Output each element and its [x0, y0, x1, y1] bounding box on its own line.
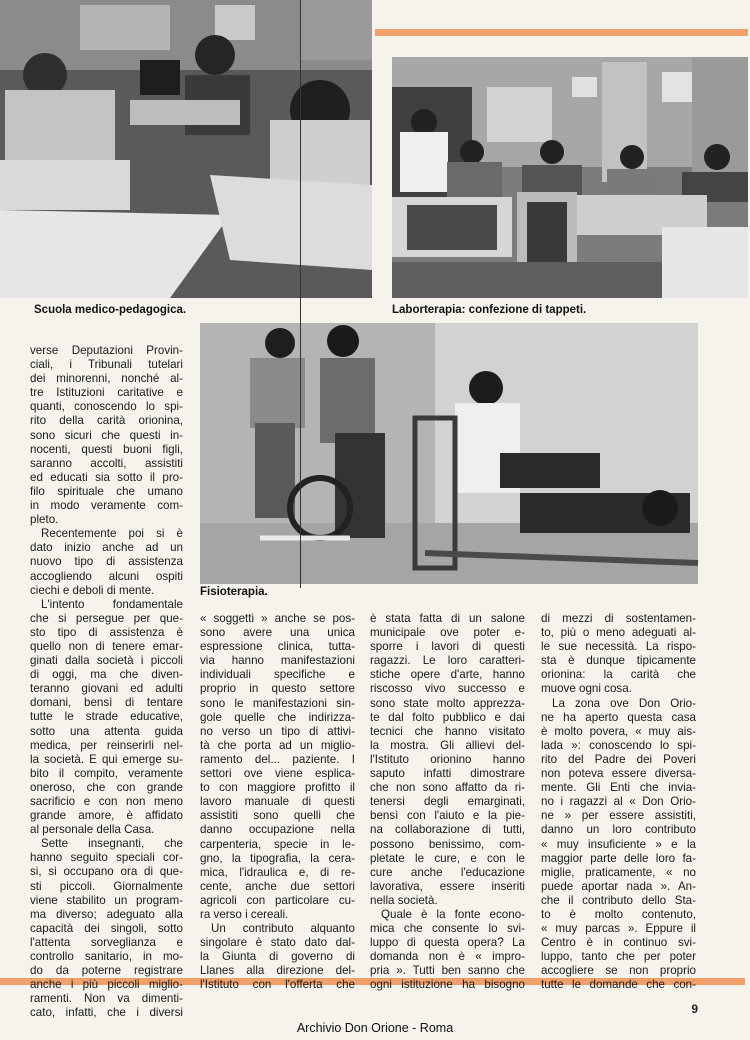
text-line: mica che consente lo svi- — [370, 922, 525, 936]
photo-physiotherapy — [200, 323, 698, 584]
text-line: settori ove viene esplica- — [200, 767, 355, 781]
text-line: si, si occupano ora di que- — [30, 865, 183, 879]
text-line: la Giunta di governo di — [200, 950, 355, 964]
text-line: nella società. — [370, 893, 438, 907]
text-line: sporre i lavori di questi — [370, 640, 525, 654]
text-line: carpenteria, specie in le- — [200, 837, 355, 851]
text-line: in modo veramente com- — [30, 499, 183, 513]
text-line: lada »: conoscendo lo spi- — [541, 738, 696, 752]
text-line: che non sono affatto da ri- — [370, 781, 525, 795]
text-line: te dal folto pubblico e dai — [370, 710, 525, 724]
archive-footer: Archivio Don Orione - Roma — [296, 1021, 454, 1035]
text-line: che si persegue per que- — [30, 611, 183, 625]
text-line: no verso un tipo di attivi- — [200, 724, 355, 738]
text-line: lavorativa, essere inseriti — [370, 879, 525, 893]
text-line: domani, bensì di tentare — [30, 696, 183, 710]
text-line: gole quelle che indirizza- — [200, 710, 355, 724]
text-line: « muy insuficiente » e la — [541, 837, 696, 851]
text-line: ramenti. Non va dimenti- — [30, 992, 183, 1006]
caption-photo1: Scuola medico-pedagogica. — [34, 304, 187, 316]
text-line: l'Istituto orionino hanno — [370, 752, 525, 766]
text-line: to con maggiore profitto il — [200, 781, 355, 795]
text-line: muove ogni cosa. — [541, 682, 632, 696]
text-line: espressione clinica, tutta- — [200, 640, 355, 654]
caption-photo2: Laborterapia: confezione di tappeti. — [392, 304, 587, 316]
text-line: viene stabilito un program- — [30, 893, 183, 907]
text-line: stiche opere d'arte, hanno — [370, 668, 525, 682]
text-line: ginati dalla società i piccoli — [30, 654, 183, 668]
photo-carpet-workshop — [392, 57, 748, 298]
text-line: che il contributo dello Sta- — [541, 893, 696, 907]
text-line: na collaborazione di tutti, — [370, 823, 525, 837]
text-line: rito della carità orionina, — [30, 414, 183, 428]
text-line: maggior parte delle loro fa- — [541, 851, 696, 865]
text-line: mente. Gli Enti che invia- — [541, 781, 696, 795]
text-line: sacrificio e con non meno — [30, 795, 183, 808]
binding-line — [300, 0, 301, 588]
text-line: sto tipo di assistenza è — [30, 625, 183, 639]
text-line: sotto una attenta guida — [30, 724, 183, 738]
text-line: sti piccoli. Giornalmente — [30, 879, 183, 893]
text-line: l'Istituto con l'offerta che — [200, 978, 355, 992]
text-line: danno un loro contributo — [541, 823, 696, 837]
text-line: quanti, conoscendo lo spi- — [30, 400, 183, 414]
text-line: Centro è in continuo svi- — [541, 936, 696, 950]
text-line: ragazzi. Le loro caratteri- — [370, 654, 525, 668]
text-line: tutte le strade educative, — [30, 710, 183, 724]
text-line: sono avere una unica — [200, 626, 355, 640]
text-line: « soggetti » anche se pos- — [200, 612, 355, 625]
text-line: filo spirituale che umano — [30, 484, 183, 498]
text-line: è molto povera, « muy ais- — [541, 724, 696, 738]
text-line: to è molto contenuto, — [541, 907, 696, 921]
text-line: ra verso i cereali. — [200, 907, 289, 921]
caption-photo3: Fisioterapia. — [200, 586, 268, 598]
text-line: mica, l'idraulica e, di re- — [200, 865, 355, 879]
text-line: quello non di tenere emar- — [30, 639, 183, 653]
text-line: Recentemente poi si è — [41, 527, 183, 541]
text-line: pria ». Tutti ben sanno che — [370, 964, 525, 978]
top-orange-bar — [375, 29, 748, 36]
text-line: lavoro manuale di questi — [200, 795, 355, 809]
text-line: di mezzi di sostentamen- — [541, 612, 696, 625]
text-line: miglie, praticamente, « no — [541, 865, 696, 879]
text-line: no i ragazzi al « Don Orio- — [541, 795, 696, 809]
text-line: medica, per reinserirli nel- — [30, 738, 183, 752]
text-line: Un contributo alquanto — [211, 922, 355, 936]
text-line: tre Istituzioni caritative e — [30, 386, 183, 400]
text-line: di oggi, ma che diven- — [30, 668, 183, 682]
text-line: dei minorenni, nonché al- — [30, 372, 183, 386]
text-line: ogni istituzione ha bisogno — [370, 978, 525, 992]
text-line: gno, la tipografia, la cera- — [200, 851, 355, 865]
text-line: orionina: la carità che — [541, 668, 696, 682]
text-line: grande amore, è affidato — [30, 809, 183, 823]
text-line: al personale della Casa. — [30, 823, 155, 837]
text-line: oneroso, che con grande — [30, 780, 183, 794]
text-line: ciali, i Tribunali tutelari — [30, 358, 183, 372]
text-line: la società. E qui emerge su- — [30, 752, 183, 766]
text-line: via hanno manifestazioni — [200, 654, 355, 668]
text-line: cente, anche due settori — [200, 879, 355, 893]
text-line: anche i più piccoli miglio- — [30, 978, 183, 992]
text-line: Sette insegnanti, che — [41, 837, 183, 851]
text-line: accogliendo alcuni ospiti — [30, 569, 183, 583]
text-line: luppo di questa opera? La — [370, 936, 525, 950]
text-line: ne ha aperto questa casa — [541, 710, 696, 724]
text-line: ne » per essere assistiti, — [541, 809, 696, 823]
page-number: 9 — [691, 1002, 698, 1016]
text-line: l'attenta sorveglianza e — [30, 935, 183, 949]
text-line: assistiti sono quelli che — [200, 809, 355, 823]
text-line: accogliere se non proprio — [541, 964, 696, 978]
text-column-2 — [200, 612, 355, 992]
text-line: teranno giovani ed adulti — [30, 682, 183, 696]
text-line: Quale è la fonte econo- — [381, 907, 525, 921]
text-line: tenersi degli emarginati, — [370, 795, 525, 809]
text-line: le sue necessità. La rispo- — [541, 640, 696, 654]
text-line: tecnici che hanno visitato — [370, 724, 525, 738]
text-line: sono le manifestazioni sin- — [200, 696, 355, 710]
text-line: individuali specifiche e — [200, 668, 355, 682]
text-line: cure anche l'educazione — [370, 865, 525, 879]
text-line: proprio in questo settore — [200, 682, 355, 696]
photo-classroom — [0, 0, 372, 298]
text-line: è stata fatta di un salone — [370, 612, 525, 625]
text-line: controllo sanitario, in mo- — [30, 950, 183, 964]
text-line: danno occupazione nella — [200, 823, 355, 837]
text-line: pletate le cure, e con le — [370, 851, 525, 865]
text-line: possono benissimo, com- — [370, 837, 525, 851]
text-line: to, più o meno adeguati al- — [541, 626, 696, 640]
text-line: la mostra. Gli allievi del- — [370, 738, 525, 752]
text-line: sono sicuri che questi in- — [30, 428, 183, 442]
text-line: nocenti, questi buoni figli, — [30, 442, 183, 456]
text-line: ed educati sia sotto il pro- — [30, 470, 183, 484]
text-line: nuovo tipo di assistenza — [30, 555, 183, 569]
text-line: bito il compito, veramente — [30, 766, 183, 780]
text-line: riscosso vivo successo e — [370, 682, 525, 696]
text-line: L'intento fondamentale — [41, 597, 183, 611]
text-line: hanno seguito speciali cor- — [30, 851, 183, 865]
text-line: municipale ove poter e- — [370, 626, 525, 640]
text-line: verse Deputazioni Provin- — [30, 344, 183, 357]
text-line: La zona ove Don Orio- — [552, 696, 696, 710]
text-line: sta è dunque tipicamente — [541, 654, 696, 668]
text-line: luppo, tanto che per poter — [541, 950, 696, 964]
text-line: capacità dei singoli, sotto — [30, 921, 183, 935]
text-line: tà che porta ad un miglio- — [200, 738, 355, 752]
text-line: ciechi e deboli di mente. — [30, 583, 155, 597]
text-line: domanda non è « impro- — [370, 950, 525, 964]
text-line: cato, infatti, che i diversi — [30, 1006, 183, 1020]
text-line: ramento del... paziente. I — [200, 752, 355, 766]
text-line: tutte le domande che con- — [541, 978, 696, 992]
text-line: non poteva essere diversa- — [541, 767, 696, 781]
text-line: saranno accolti, assistiti — [30, 456, 183, 470]
text-line: agricoli con particolare cu- — [200, 893, 355, 907]
text-line: rito del Padre dei Poveri — [541, 752, 696, 766]
text-line: pleto. — [30, 513, 59, 527]
text-line: do da poterne registrare — [30, 964, 183, 978]
text-column-1 — [30, 344, 183, 1020]
text-line: puede aportar nada ». An- — [541, 879, 696, 893]
text-line: dato inizio anche ad un — [30, 541, 183, 555]
text-line: ma diverso; adeguato alla — [30, 907, 183, 921]
text-line: sono state molto apprezza- — [370, 696, 525, 710]
text-line: singolare è stato dato dal- — [200, 936, 355, 950]
text-line: bensì con l'aiuto e la pie- — [370, 809, 525, 823]
text-column-4 — [541, 612, 696, 992]
text-line: Llanes alla direzione del- — [200, 964, 355, 978]
text-line: « muy parcas ». Eppure il — [541, 922, 696, 936]
text-column-3 — [370, 612, 525, 992]
text-line: saputo infatti dimostrare — [370, 767, 525, 781]
